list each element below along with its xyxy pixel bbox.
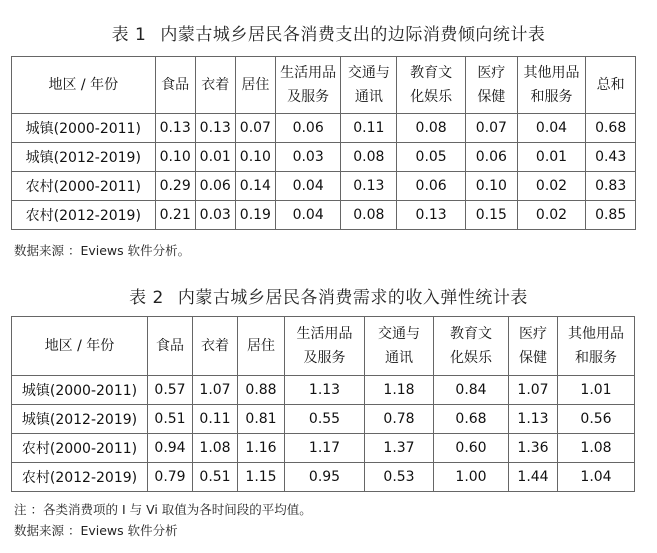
table1-header-label: 食品 <box>161 77 190 93</box>
table2-header-label: 保健 <box>519 350 547 366</box>
table2-value-cell: 1.15 <box>238 463 285 492</box>
table1-value-cell: 0.07 <box>235 114 275 143</box>
table1-header-label: 及服务 <box>287 89 330 105</box>
table1-header-label: 通讯 <box>354 89 383 105</box>
table2-value-cell: 1.44 <box>509 463 558 492</box>
table2-value-cell: 1.37 <box>365 434 434 463</box>
table2-header-cell <box>193 317 238 376</box>
table1-value-cell: 0.83 <box>586 172 636 201</box>
table2-value-cell: 1.07 <box>193 376 238 405</box>
table2-value-cell: 1.13 <box>285 376 365 405</box>
table2-row-label: 城镇(2012-2019) <box>12 405 148 434</box>
table2-row <box>12 376 635 405</box>
table1-value-cell: 0.08 <box>341 201 397 230</box>
table2-value-cell: 0.94 <box>148 434 193 463</box>
table1-value-cell: 0.03 <box>195 201 235 230</box>
table1-value-cell: 0.15 <box>465 201 517 230</box>
table2-header-cell <box>434 317 509 376</box>
table1-value-cell: 0.13 <box>397 201 466 230</box>
table2-value-cell: 0.53 <box>365 463 434 492</box>
table1-value-cell: 0.06 <box>397 172 466 201</box>
table2-caption-text: 内蒙古城乡居民各消费需求的收入弹性统计表 <box>177 288 528 308</box>
table1-value-cell: 0.04 <box>275 172 340 201</box>
table1-header-label: 生活用品 <box>280 65 337 81</box>
table1 <box>11 56 636 230</box>
table1-value-cell: 0.06 <box>275 114 340 143</box>
table2-value-cell: 1.18 <box>365 376 434 405</box>
table1-header-cell <box>586 57 636 114</box>
table2-value-cell: 1.36 <box>509 434 558 463</box>
table2-value-cell: 0.88 <box>238 376 285 405</box>
table2-header-cell <box>365 317 434 376</box>
table2-value-cell: 1.16 <box>238 434 285 463</box>
table1-caption <box>0 20 657 45</box>
table2-header-cell <box>238 317 285 376</box>
table2-caption <box>0 283 657 308</box>
table1-header-label: 居住 <box>241 77 270 93</box>
table2-value-cell: 0.79 <box>148 463 193 492</box>
table2-row <box>12 434 635 463</box>
table2-value-cell: 1.04 <box>558 463 635 492</box>
table1-row <box>12 201 636 230</box>
table1-value-cell: 0.02 <box>517 172 586 201</box>
table1-header-label: 交通与 <box>347 65 390 81</box>
table2-value-cell: 0.51 <box>148 405 193 434</box>
table2-header-label: 化娱乐 <box>450 350 492 366</box>
table1-value-cell: 0.04 <box>275 201 340 230</box>
table1-header-cell <box>517 57 586 114</box>
table1-value-cell: 0.01 <box>195 143 235 172</box>
table2-header-cell <box>558 317 635 376</box>
table1-header-label: 和服务 <box>530 89 573 105</box>
table1-header-cell <box>235 57 275 114</box>
table1-value-cell: 0.02 <box>517 201 586 230</box>
table2-footnote: 注 ：各类消费项的 I 与 Vi 取值为各时间段的平均值。 <box>14 502 312 517</box>
table2-header-label: 其他用品 <box>568 326 624 342</box>
table1-value-cell: 0.14 <box>235 172 275 201</box>
table1-value-cell: 0.19 <box>235 201 275 230</box>
table1-row-label: 农村(2012-2019) <box>12 201 156 230</box>
table1-value-cell: 0.08 <box>397 114 466 143</box>
table2-value-cell: 0.68 <box>434 405 509 434</box>
table1-header-cell <box>12 57 156 114</box>
table2-header-label: 交通与 <box>378 326 420 342</box>
table2-value-cell: 1.07 <box>509 376 558 405</box>
table2-header-label: 及服务 <box>303 350 346 366</box>
table2-value-cell: 0.55 <box>285 405 365 434</box>
table1-header-row <box>12 57 636 114</box>
table2-header-label: 通讯 <box>385 350 413 366</box>
table2-value-cell: 0.78 <box>365 405 434 434</box>
table2-value-cell: 0.56 <box>558 405 635 434</box>
table1-value-cell: 0.11 <box>341 114 397 143</box>
table2-value-cell: 1.01 <box>558 376 635 405</box>
table2-value-cell: 0.11 <box>193 405 238 434</box>
table1-header-label: 教育文 <box>410 65 453 81</box>
table2-value-cell: 0.51 <box>193 463 238 492</box>
table2-row <box>12 405 635 434</box>
table1-value-cell: 0.29 <box>155 172 195 201</box>
table1-value-cell: 0.43 <box>586 143 636 172</box>
table1-row-label: 农村(2000-2011) <box>12 172 156 201</box>
table2-header-label: 居住 <box>247 338 275 354</box>
table2-header-label: 医疗 <box>519 326 547 342</box>
table1-caption-number: 表 1 <box>111 25 147 45</box>
table1-value-cell: 0.13 <box>341 172 397 201</box>
table1-header-label: 化娱乐 <box>410 89 453 105</box>
table1-row-label: 城镇(2000-2011) <box>12 114 156 143</box>
table2-value-cell: 1.00 <box>434 463 509 492</box>
table2-header-label: 和服务 <box>575 350 617 366</box>
table2-value-cell: 1.13 <box>509 405 558 434</box>
table1-value-cell: 0.10 <box>235 143 275 172</box>
table2-caption-number: 表 2 <box>129 288 164 308</box>
table2-header-label: 生活用品 <box>296 326 353 342</box>
table1-row <box>12 114 636 143</box>
table1-header-label: 总和 <box>596 77 625 93</box>
table2-row-label: 农村(2012-2019) <box>12 463 148 492</box>
table2-value-cell: 1.08 <box>193 434 238 463</box>
table2-row <box>12 463 635 492</box>
table1-header-label: 保健 <box>477 89 506 105</box>
table2-value-cell: 0.57 <box>148 376 193 405</box>
table1-value-cell: 0.08 <box>341 143 397 172</box>
table2-value-cell: 1.17 <box>285 434 365 463</box>
table2-row-label: 城镇(2000-2011) <box>12 376 148 405</box>
table1-header-label: 其他用品 <box>523 65 580 81</box>
table1-header-label: 地区 / 年份 <box>48 77 119 93</box>
table2-value-cell: 0.81 <box>238 405 285 434</box>
table2-header-label: 衣着 <box>201 338 229 354</box>
table2 <box>11 316 635 492</box>
table1-value-cell: 0.05 <box>397 143 466 172</box>
table1-header-cell <box>341 57 397 114</box>
table2-row-label: 农村(2000-2011) <box>12 434 148 463</box>
table2-source-note: 数据来源 ：Eviews 软件分析 <box>14 523 178 538</box>
table1-header-cell <box>275 57 340 114</box>
table2-header-cell <box>285 317 365 376</box>
table1-value-cell: 0.06 <box>195 172 235 201</box>
table2-header-row <box>12 317 635 376</box>
table1-value-cell: 0.68 <box>586 114 636 143</box>
table2-header-cell <box>509 317 558 376</box>
table2-header-label: 教育文 <box>450 326 492 342</box>
table1-value-cell: 0.10 <box>465 172 517 201</box>
table2-value-cell: 0.95 <box>285 463 365 492</box>
table1-caption-text: 内蒙古城乡居民各消费支出的边际消费倾向统计表 <box>160 25 546 45</box>
table1-row <box>12 172 636 201</box>
table2-header-label: 地区 / 年份 <box>44 338 115 354</box>
table1-value-cell: 0.10 <box>155 143 195 172</box>
table1-header-cell <box>397 57 466 114</box>
table2-header-label: 食品 <box>156 338 184 354</box>
table1-value-cell: 0.03 <box>275 143 340 172</box>
table1-row <box>12 143 636 172</box>
table1-header-cell <box>465 57 517 114</box>
table2-header-cell <box>12 317 148 376</box>
table1-value-cell: 0.85 <box>586 201 636 230</box>
table1-value-cell: 0.21 <box>155 201 195 230</box>
table1-source-note: 数据来源 ：Eviews 软件分析。 <box>14 243 191 258</box>
table1-value-cell: 0.13 <box>155 114 195 143</box>
table1-header-label: 衣着 <box>201 77 230 93</box>
table1-value-cell: 0.07 <box>465 114 517 143</box>
table1-value-cell: 0.06 <box>465 143 517 172</box>
table1-header-cell <box>195 57 235 114</box>
table2-value-cell: 1.08 <box>558 434 635 463</box>
table1-value-cell: 0.01 <box>517 143 586 172</box>
table2-value-cell: 0.60 <box>434 434 509 463</box>
table1-value-cell: 0.13 <box>195 114 235 143</box>
table2-header-cell <box>148 317 193 376</box>
table1-header-cell <box>155 57 195 114</box>
table1-header-label: 医疗 <box>477 65 506 81</box>
table1-value-cell: 0.04 <box>517 114 586 143</box>
table1-row-label: 城镇(2012-2019) <box>12 143 156 172</box>
table2-value-cell: 0.84 <box>434 376 509 405</box>
